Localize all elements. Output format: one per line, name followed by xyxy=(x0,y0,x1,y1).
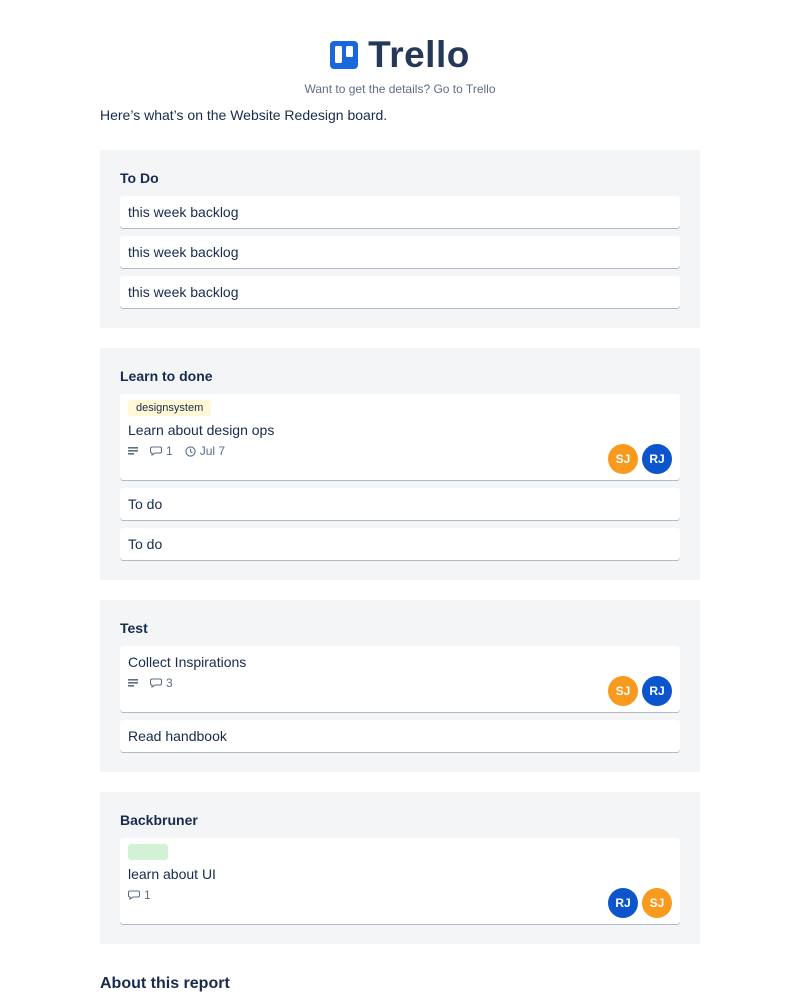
description-icon xyxy=(128,447,138,456)
about-report-heading: About this report xyxy=(100,975,230,992)
avatar[interactable]: RJ xyxy=(642,444,672,474)
card-members xyxy=(608,888,672,918)
avatar[interactable]: SJ xyxy=(608,444,638,474)
comments-badge: 1 xyxy=(150,444,173,458)
card[interactable] xyxy=(120,394,680,480)
card-badges xyxy=(128,444,237,458)
list-title: To Do xyxy=(120,170,159,186)
card-title: To do xyxy=(128,536,163,552)
comment-icon xyxy=(150,446,162,456)
email-header xyxy=(0,34,800,96)
card-title: To do xyxy=(128,496,163,512)
subline xyxy=(0,82,800,96)
avatar[interactable]: RJ xyxy=(608,888,638,918)
comment-icon xyxy=(150,678,162,688)
intro-text: Here’s what’s on the Website Redesign board. xyxy=(100,107,388,123)
clock-icon xyxy=(185,446,196,457)
card-label-green xyxy=(128,844,168,860)
card[interactable] xyxy=(120,528,680,560)
trello-board-icon xyxy=(330,41,358,69)
list-backbruner xyxy=(100,792,700,944)
card[interactable] xyxy=(120,646,680,712)
card-members xyxy=(608,676,672,706)
card[interactable] xyxy=(120,196,680,228)
card[interactable] xyxy=(120,276,680,308)
card[interactable] xyxy=(120,236,680,268)
card-title: this week backlog xyxy=(128,244,239,260)
card-label-designsystem: designsystem xyxy=(128,400,211,416)
list-learn-to-done xyxy=(100,348,700,580)
list-title: Backbruner xyxy=(120,812,198,828)
card-badges xyxy=(128,676,185,690)
due-date-badge: Jul 7 xyxy=(185,444,225,458)
list-title: Learn to done xyxy=(120,368,213,384)
description-icon xyxy=(128,679,138,688)
avatar[interactable]: SJ xyxy=(608,676,638,706)
card-title: Collect Inspirations xyxy=(128,654,247,670)
go-to-trello-link[interactable]: Go to Trello xyxy=(433,82,496,96)
card[interactable] xyxy=(120,488,680,520)
card-title: Read handbook xyxy=(128,728,227,744)
card-badges xyxy=(128,888,163,902)
comments-badge: 1 xyxy=(128,888,151,902)
comment-icon xyxy=(128,890,140,900)
brand-name: Trello xyxy=(368,34,470,75)
avatar[interactable]: SJ xyxy=(642,888,672,918)
list-title: Test xyxy=(120,620,148,636)
trello-logo[interactable] xyxy=(330,34,470,75)
card[interactable] xyxy=(120,838,680,924)
list-test xyxy=(100,600,700,772)
comments-badge: 3 xyxy=(150,676,173,690)
card[interactable] xyxy=(120,720,680,752)
list-to-do xyxy=(100,150,700,328)
card-title: this week backlog xyxy=(128,204,239,220)
subline-text: Want to get the details? xyxy=(304,82,431,96)
card-members xyxy=(608,444,672,474)
card-title: this week backlog xyxy=(128,284,239,300)
avatar[interactable]: RJ xyxy=(642,676,672,706)
card-title: learn about UI xyxy=(128,866,216,882)
card-title: Learn about design ops xyxy=(128,422,275,438)
